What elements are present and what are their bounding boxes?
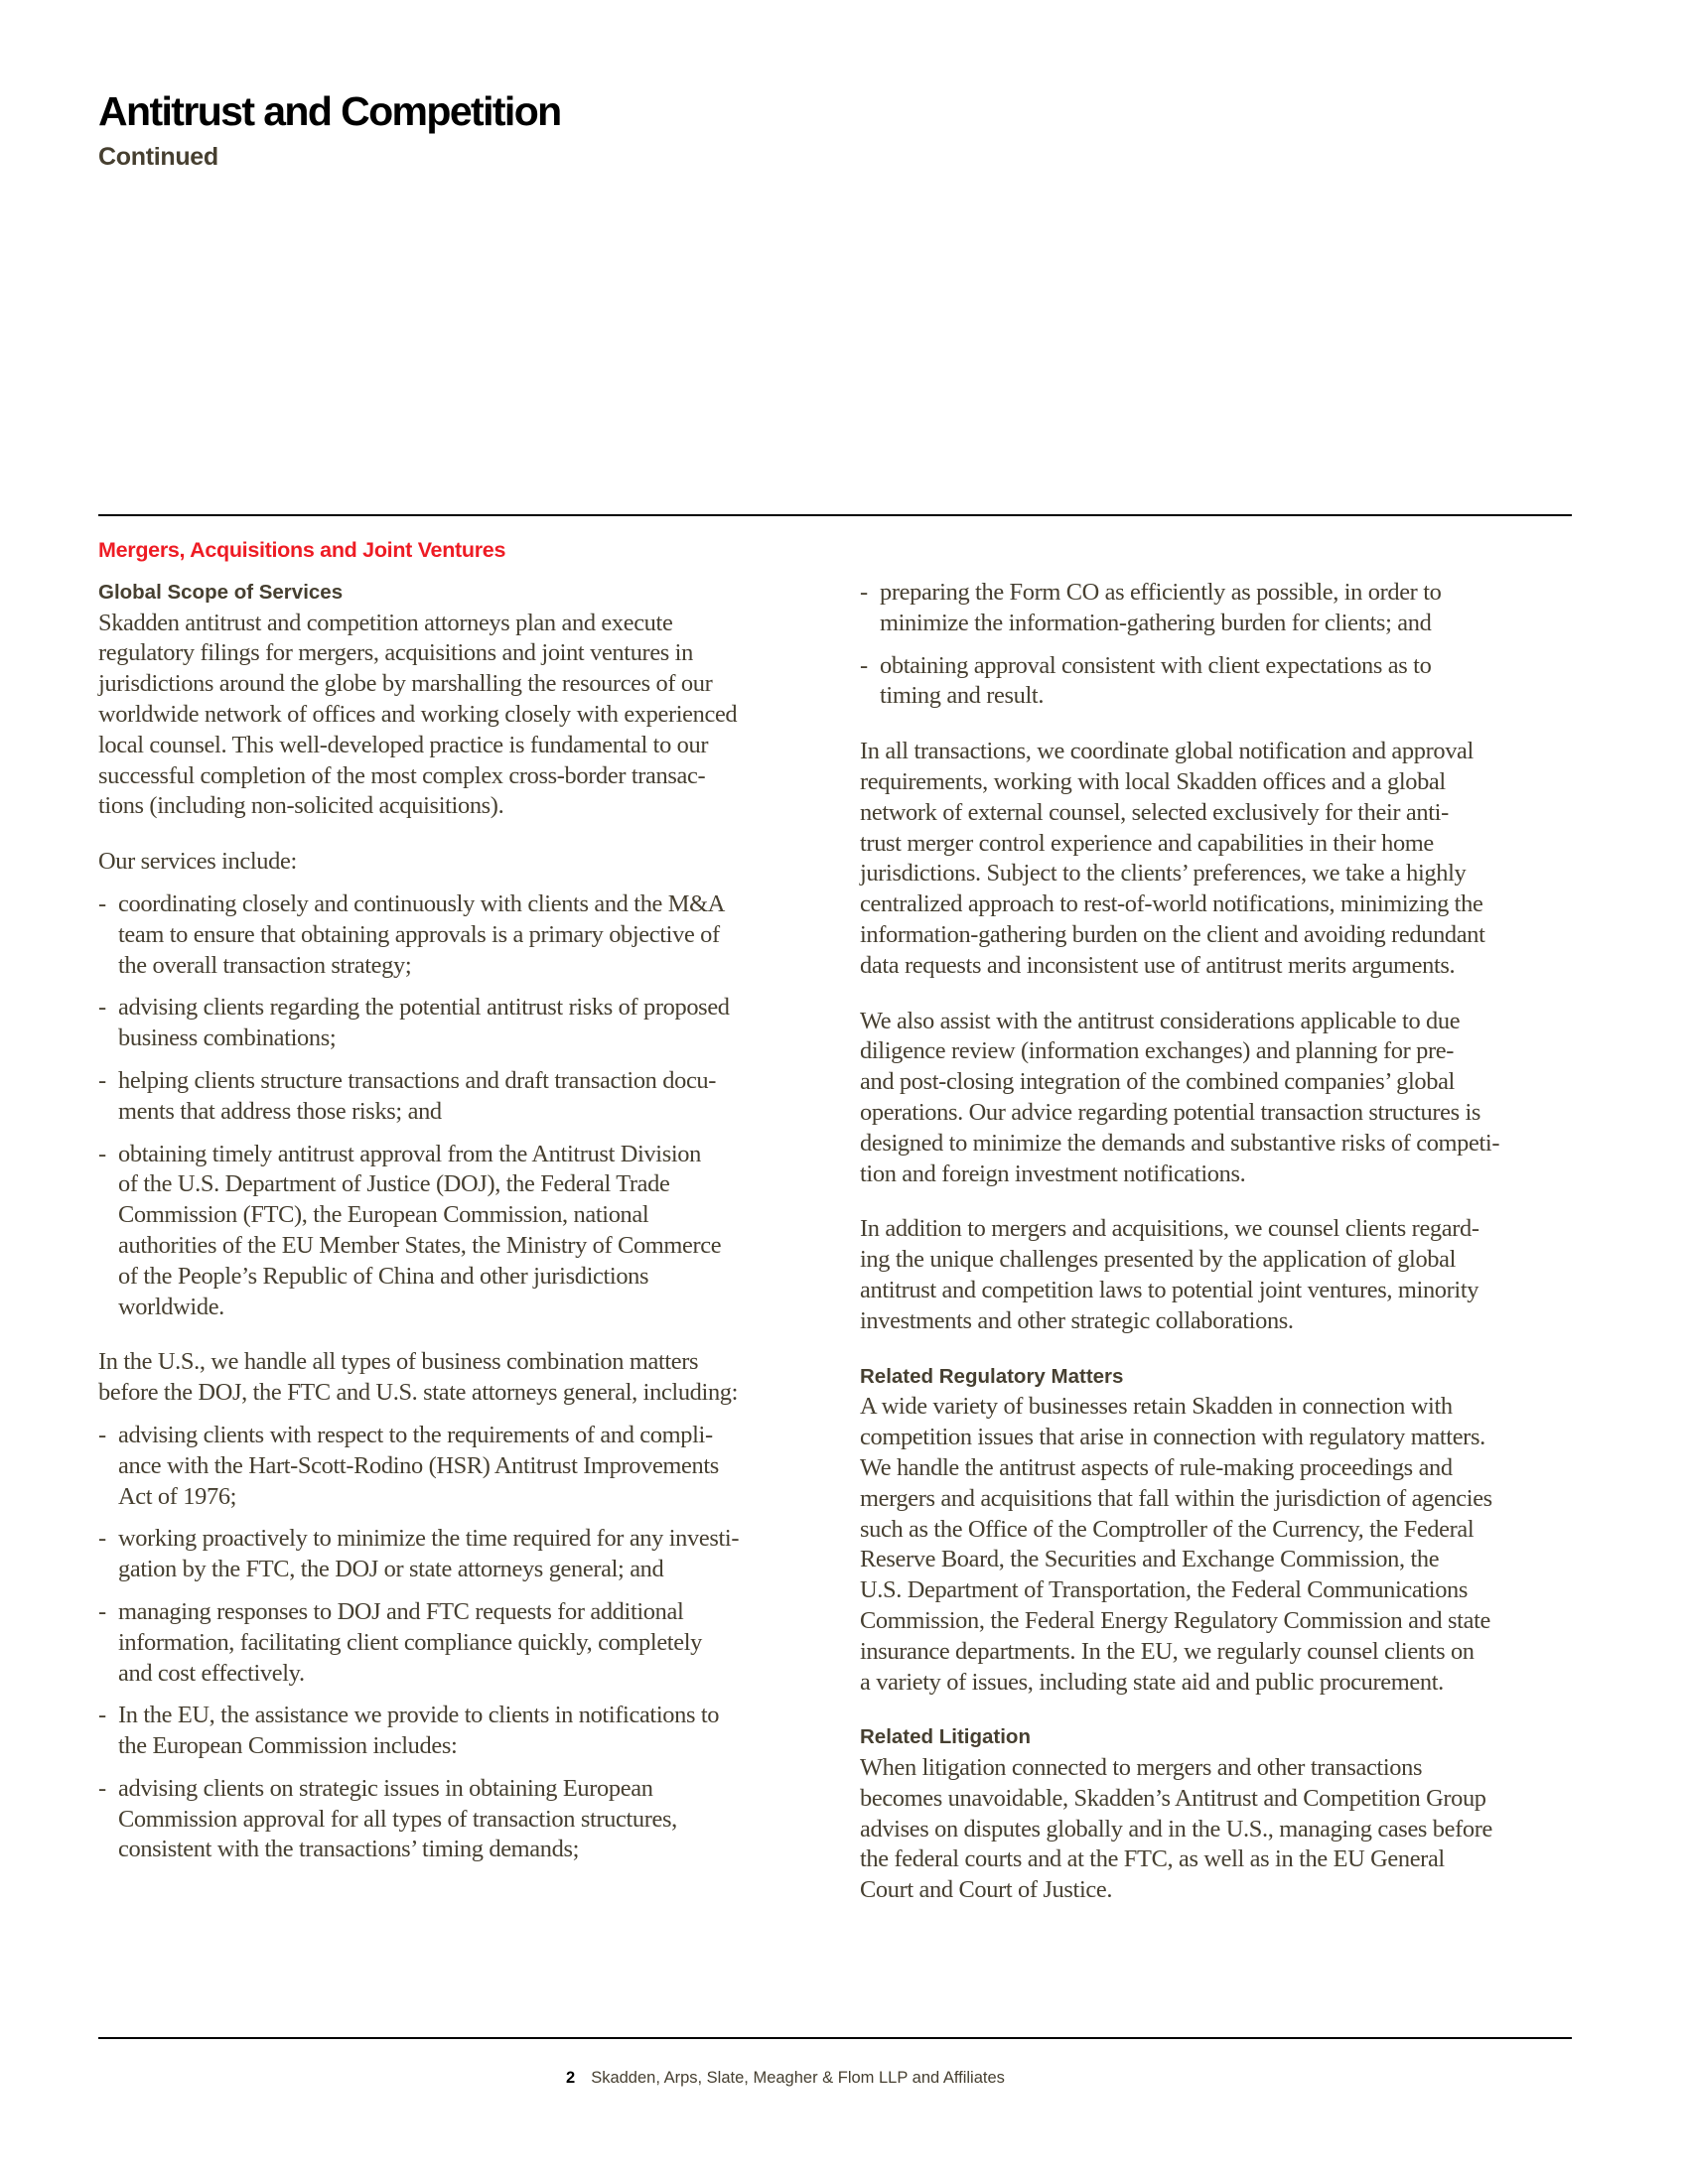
- text-line: In the EU, the assistance we provide to clients in notifications to: [118, 1702, 720, 1729]
- text-line: competition issues that arise in connection with regulatory matters.: [860, 1424, 1485, 1451]
- text-line: Commission, the Federal Energy Regulatory Commission and state: [860, 1606, 1490, 1634]
- text-line: We also assist with the antitrust considerations applicable to due: [860, 1007, 1461, 1034]
- text-line: coordinating closely and continuously with clients and the M&A: [118, 889, 725, 917]
- bullet-item: [98, 1421, 808, 1512]
- footer: [566, 2069, 1005, 2088]
- text-line: before the DOJ, the FTC and U.S. state attorneys general, including:: [98, 1379, 739, 1407]
- text-line: centralized approach to rest-of-world notifications, minimizing the: [860, 890, 1483, 918]
- bullet-item: [860, 578, 1575, 639]
- text-line: Reserve Board, the Securities and Exchange Commission, the: [860, 1546, 1440, 1573]
- footer-firm-name: Skadden, Arps, Slate, Meagher & Flom LLP and Affiliates: [591, 2069, 1005, 2087]
- bullet-dash: -: [98, 1702, 107, 1729]
- text-line: tion and foreign investment notifications.: [860, 1160, 1246, 1187]
- text-line: a variety of issues, including state aid and public procurement.: [860, 1668, 1444, 1696]
- text-line: Court and Court of Justice.: [860, 1876, 1113, 1904]
- text-line: the federal courts and at the FTC, as well as in the EU General: [860, 1845, 1445, 1873]
- bullet-item: [98, 1066, 808, 1128]
- text-line: designed to minimize the demands and substantive risks of competi-: [860, 1129, 1500, 1157]
- bullet-item: [98, 993, 808, 1054]
- text-line: information, facilitating client compliance quickly, completely: [118, 1628, 702, 1656]
- text-line: antitrust and competition laws to potential joint ventures, minority: [860, 1276, 1479, 1303]
- text-line: network of external counsel, selected exclusively for their anti-: [860, 798, 1449, 826]
- text-line: the European Commission includes:: [118, 1732, 458, 1760]
- text-line: local counsel. This well-developed practice is fundamental to our: [98, 731, 709, 758]
- text-line: tions (including non-solicited acquisitions).: [98, 792, 504, 820]
- text-line: authorities of the EU Member States, the Ministry of Commerce: [118, 1231, 722, 1259]
- text-line: the overall transaction strategy;: [118, 951, 412, 979]
- paragraph: [860, 1007, 1575, 1190]
- paragraph: [860, 1392, 1575, 1698]
- text-line: requirements, working with local Skadden offices and a global: [860, 767, 1446, 795]
- text-line: preparing the Form CO as efficiently as possible, in order to: [880, 579, 1442, 606]
- text-line: Act of 1976;: [118, 1482, 237, 1510]
- paragraph: [98, 609, 808, 823]
- text-line: investments and other strategic collaborations.: [860, 1306, 1294, 1334]
- text-line: In the U.S., we handle all types of business combination matters: [98, 1348, 699, 1376]
- text-line: A wide variety of businesses retain Skadden in connection with: [860, 1393, 1453, 1421]
- bullet-item: [98, 1597, 808, 1689]
- text-line: We handle the antitrust aspects of rule-making proceedings and: [860, 1453, 1453, 1481]
- right-column: [860, 578, 1575, 1906]
- bullet-item: [860, 651, 1575, 713]
- text-line: managing responses to DOJ and FTC requests for additional: [118, 1597, 684, 1625]
- text-line: such as the Office of the Comptroller of the Currency, the Federal: [860, 1515, 1475, 1543]
- bullet-item: [98, 1140, 808, 1323]
- text-line: trust merger control experience and capabilities in their home: [860, 829, 1434, 857]
- bullet-dash: -: [860, 579, 869, 606]
- paragraph: [860, 737, 1575, 981]
- subsection-heading: Related Regulatory Matters: [860, 1364, 1124, 1388]
- text-line: Our services include:: [98, 848, 297, 876]
- bullet-dash: -: [860, 651, 869, 679]
- text-line: timing and result.: [880, 682, 1045, 710]
- paragraph: [860, 1214, 1575, 1336]
- bullet-dash: -: [98, 1066, 107, 1094]
- text-line: worldwide network of offices and working closely with experienced: [98, 700, 738, 728]
- text-line: ance with the Hart-Scott-Rodino (HSR) Antitrust Improvements: [118, 1451, 719, 1479]
- text-line: advising clients with respect to the requirements of and compli-: [118, 1421, 713, 1448]
- text-line: successful completion of the most complex cross-border transac-: [98, 761, 706, 789]
- bullet-dash: -: [98, 1774, 107, 1802]
- text-line: ing the unique challenges presented by the application of global: [860, 1246, 1457, 1274]
- text-line: operations. Our advice regarding potential transaction structures is: [860, 1098, 1481, 1126]
- page-subtitle: Continued: [98, 143, 218, 171]
- text-line: data requests and inconsistent use of antitrust merits arguments.: [860, 951, 1456, 979]
- text-line: obtaining timely antitrust approval from the Antitrust Division: [118, 1140, 701, 1167]
- text-line: Commission (FTC), the European Commission, national: [118, 1201, 649, 1229]
- bullet-dash: -: [98, 1421, 107, 1448]
- left-column: [98, 535, 808, 1865]
- text-line: information-gathering burden on the client and avoiding redundant: [860, 920, 1485, 948]
- text-line: of the People’s Republic of China and other jurisdictions: [118, 1262, 649, 1290]
- text-line: mergers and acquisitions that fall within the jurisdiction of agencies: [860, 1484, 1492, 1512]
- paragraph: [98, 847, 808, 878]
- bullet-dash: -: [98, 994, 107, 1022]
- bullet-dash: -: [98, 1140, 107, 1167]
- text-line: regulatory filings for mergers, acquisitions and joint ventures in: [98, 639, 693, 667]
- bullet-dash: -: [98, 1597, 107, 1625]
- text-line: advises on disputes globally and in the U.S., managing cases before: [860, 1815, 1492, 1843]
- text-line: Commission approval for all types of transaction structures,: [118, 1805, 677, 1833]
- bullet-item: [98, 1524, 808, 1585]
- text-line: insurance departments. In the EU, we regularly counsel clients on: [860, 1637, 1475, 1665]
- text-line: business combinations;: [118, 1024, 337, 1052]
- text-line: worldwide.: [118, 1293, 224, 1320]
- text-line: jurisdictions. Subject to the clients’ preferences, we take a highly: [860, 860, 1467, 887]
- text-line: jurisdictions around the globe by marshalling the resources of our: [98, 670, 713, 698]
- page-number: 2: [566, 2069, 576, 2087]
- text-line: and post-closing integration of the combined companies’ global: [860, 1068, 1455, 1096]
- text-line: advising clients regarding the potential antitrust risks of proposed: [118, 994, 730, 1022]
- text-line: team to ensure that obtaining approvals is a primary objective of: [118, 920, 720, 948]
- text-line: In all transactions, we coordinate global notification and approval: [860, 738, 1474, 765]
- paragraph: [98, 1347, 808, 1409]
- text-line: and cost effectively.: [118, 1659, 305, 1687]
- text-line: advising clients on strategic issues in obtaining European: [118, 1774, 653, 1802]
- text-line: of the U.S. Department of Justice (DOJ), the Federal Trade: [118, 1170, 670, 1198]
- text-line: diligence review (information exchanges) and planning for pre-: [860, 1037, 1454, 1065]
- text-line: U.S. Department of Transportation, the Federal Communications: [860, 1576, 1469, 1604]
- text-line: minimize the information-gathering burden for clients; and: [880, 609, 1432, 636]
- text-line: consistent with the transactions’ timing demands;: [118, 1836, 580, 1863]
- top-divider: [98, 514, 1572, 516]
- text-line: gation by the FTC, the DOJ or state attorneys general; and: [118, 1556, 664, 1583]
- bullet-dash: -: [98, 1525, 107, 1553]
- bullet-item: [98, 1774, 808, 1865]
- section-heading: Mergers, Acquisitions and Joint Ventures: [98, 538, 506, 562]
- subsection-heading: Global Scope of Services: [98, 580, 344, 604]
- text-line: In addition to mergers and acquisitions, we counsel clients regard-: [860, 1215, 1479, 1243]
- text-line: working proactively to minimize the time required for any investi-: [118, 1525, 740, 1553]
- text-line: ments that address those risks; and: [118, 1097, 442, 1125]
- bullet-item: [98, 1701, 808, 1762]
- text-line: helping clients structure transactions and draft transaction docu-: [118, 1066, 717, 1094]
- text-line: obtaining approval consistent with client expectations as to: [880, 651, 1432, 679]
- text-line: Skadden antitrust and competition attorneys plan and execute: [98, 609, 673, 636]
- paragraph: [860, 1753, 1575, 1906]
- footer-divider: [98, 2037, 1572, 2039]
- text-line: becomes unavoidable, Skadden’s Antitrust and Competition Group: [860, 1784, 1486, 1812]
- page-title: Antitrust and Competition: [98, 88, 561, 134]
- subsection-heading: Related Litigation: [860, 1725, 1031, 1749]
- bullet-item: [98, 889, 808, 981]
- bullet-dash: -: [98, 889, 107, 917]
- text-line: When litigation connected to mergers and other transactions: [860, 1754, 1423, 1782]
